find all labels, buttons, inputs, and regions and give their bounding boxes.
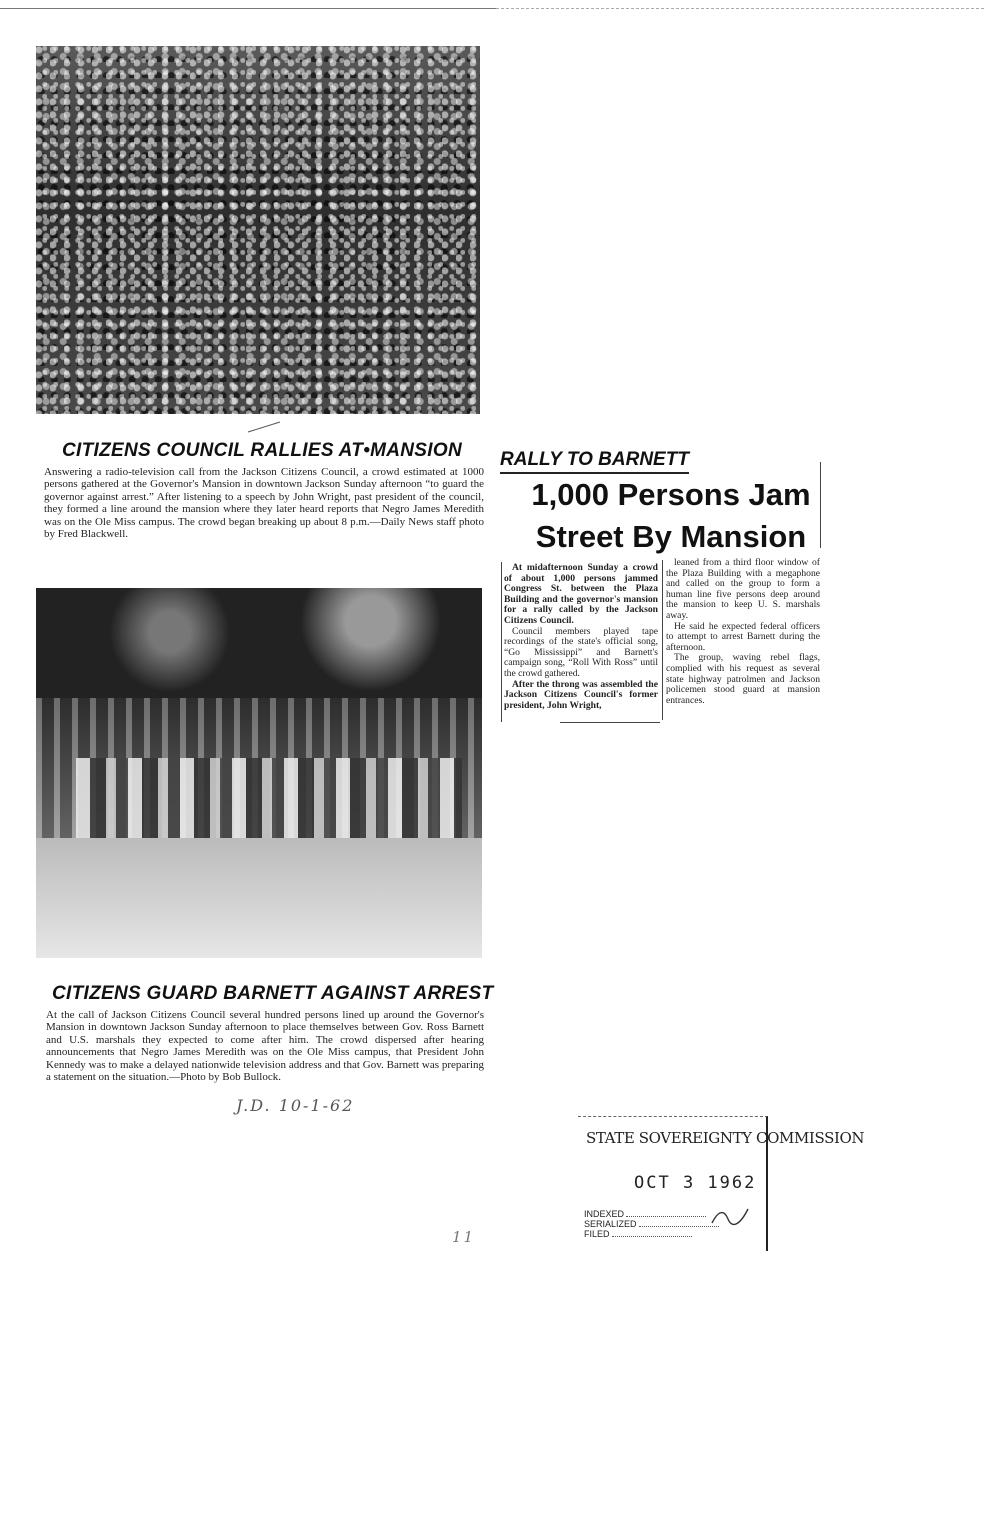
stamp-initials-signature [710,1205,750,1229]
stamp-field-list [584,1209,719,1239]
guard-line-photo [36,588,482,958]
article-headline: 1,000 Persons Jam Street By Mansion [531,477,811,554]
photo2-foliage [36,588,482,698]
stamp-field: SERIALIZED [584,1219,719,1229]
article-col2-paragraph: leaned from a third floor window of the Plaza Building with a megaphone and called on the group to form a human line five persons deep around the mansion to keep U. S. marshals away. [666,557,820,621]
photo2-pavement [36,838,482,958]
page-top-dashed-rule [496,8,984,9]
article-end-rule [560,722,660,723]
handwritten-page-mark: 11 [452,1228,476,1246]
column-divider-rule [662,560,663,720]
pencil-check-mark [246,420,282,434]
article-col1-paragraph: Council members played tape recordings of the state's official song, “Go Mississippi” and Barnett's campaign song, “Roll With Ross” until the crowd gathered. [504,625,658,679]
article-kicker: RALLY TO BARNETT [500,449,689,474]
stamp-date: OCT 3 1962 [634,1173,757,1193]
article-col2-paragraph: The group, waving rebel flags, complied with his request as several state highway patrolmen and Jackson policemen stood guard at mansion entrances. [666,652,820,706]
stamp-title: STATE SOVEREIGNTY COMMISSION [586,1129,865,1147]
headline-side-rule [820,462,821,548]
article-column-2 [666,558,820,706]
handwritten-source-date: J.D. 10-1-62 [236,1096,355,1115]
article-col2-paragraph: He said he expected federal officers to attempt to arrest Barnett during the afternoon. [666,620,820,653]
article-col1-paragraph: At midafternoon Sunday a crowd of about 1,000 persons jammed Congress St. between the Plaza Building and the governor's mansion for a rally called by the Jackson Citizens Council. [504,562,658,626]
stamp-field: INDEXED [584,1209,719,1219]
stamp-field: FILED [584,1229,719,1239]
photo1-caption: Answering a radio-television call from the Jackson Citizens Council, a crowd estimated at 1000 persons gathered at the Governor's Mansion in downtown Jackson Sunday afternoon “to guard the governor against arrest.” After listening to a speech by John Wright, past president of the council, they formed a line around the mansion where they later heard reports that Negro James Meredith was on the Ole Miss campus. The crowd began breaking up about 8 p.m.—Daily News staff photo by Fred Blackwell. [44,466,484,541]
photo2-caption: At the call of Jackson Citizens Council several hundred persons lined up around the Governor's Mansion in downtown Jackson Sunday afternoon to place themselves between Gov. Ross Barnett and U.S. marshals they expected to come after him. The crowd dispersed after hearing announcements that Negro James Meredith was on the Ole Miss campus, that President John Kennedy was to make a delayed nationwide television address and that Gov. Barnett was preparing a statement on the situation.—Photo by Bob Bullock. [46,1009,484,1084]
article-col1-paragraph: After the throng was assembled the Jackson Citizens Council's former president, John Wright, [504,678,658,711]
page-top-rule [0,8,496,9]
commission-stamp [578,1116,865,1251]
crowd-photo [36,46,480,414]
photo1-title: CITIZENS COUNCIL RALLIES AT•MANSION [62,440,462,461]
column-left-rule [501,562,502,722]
article-column-1 [504,563,658,711]
photo2-title: CITIZENS GUARD BARNETT AGAINST ARREST [52,983,494,1004]
